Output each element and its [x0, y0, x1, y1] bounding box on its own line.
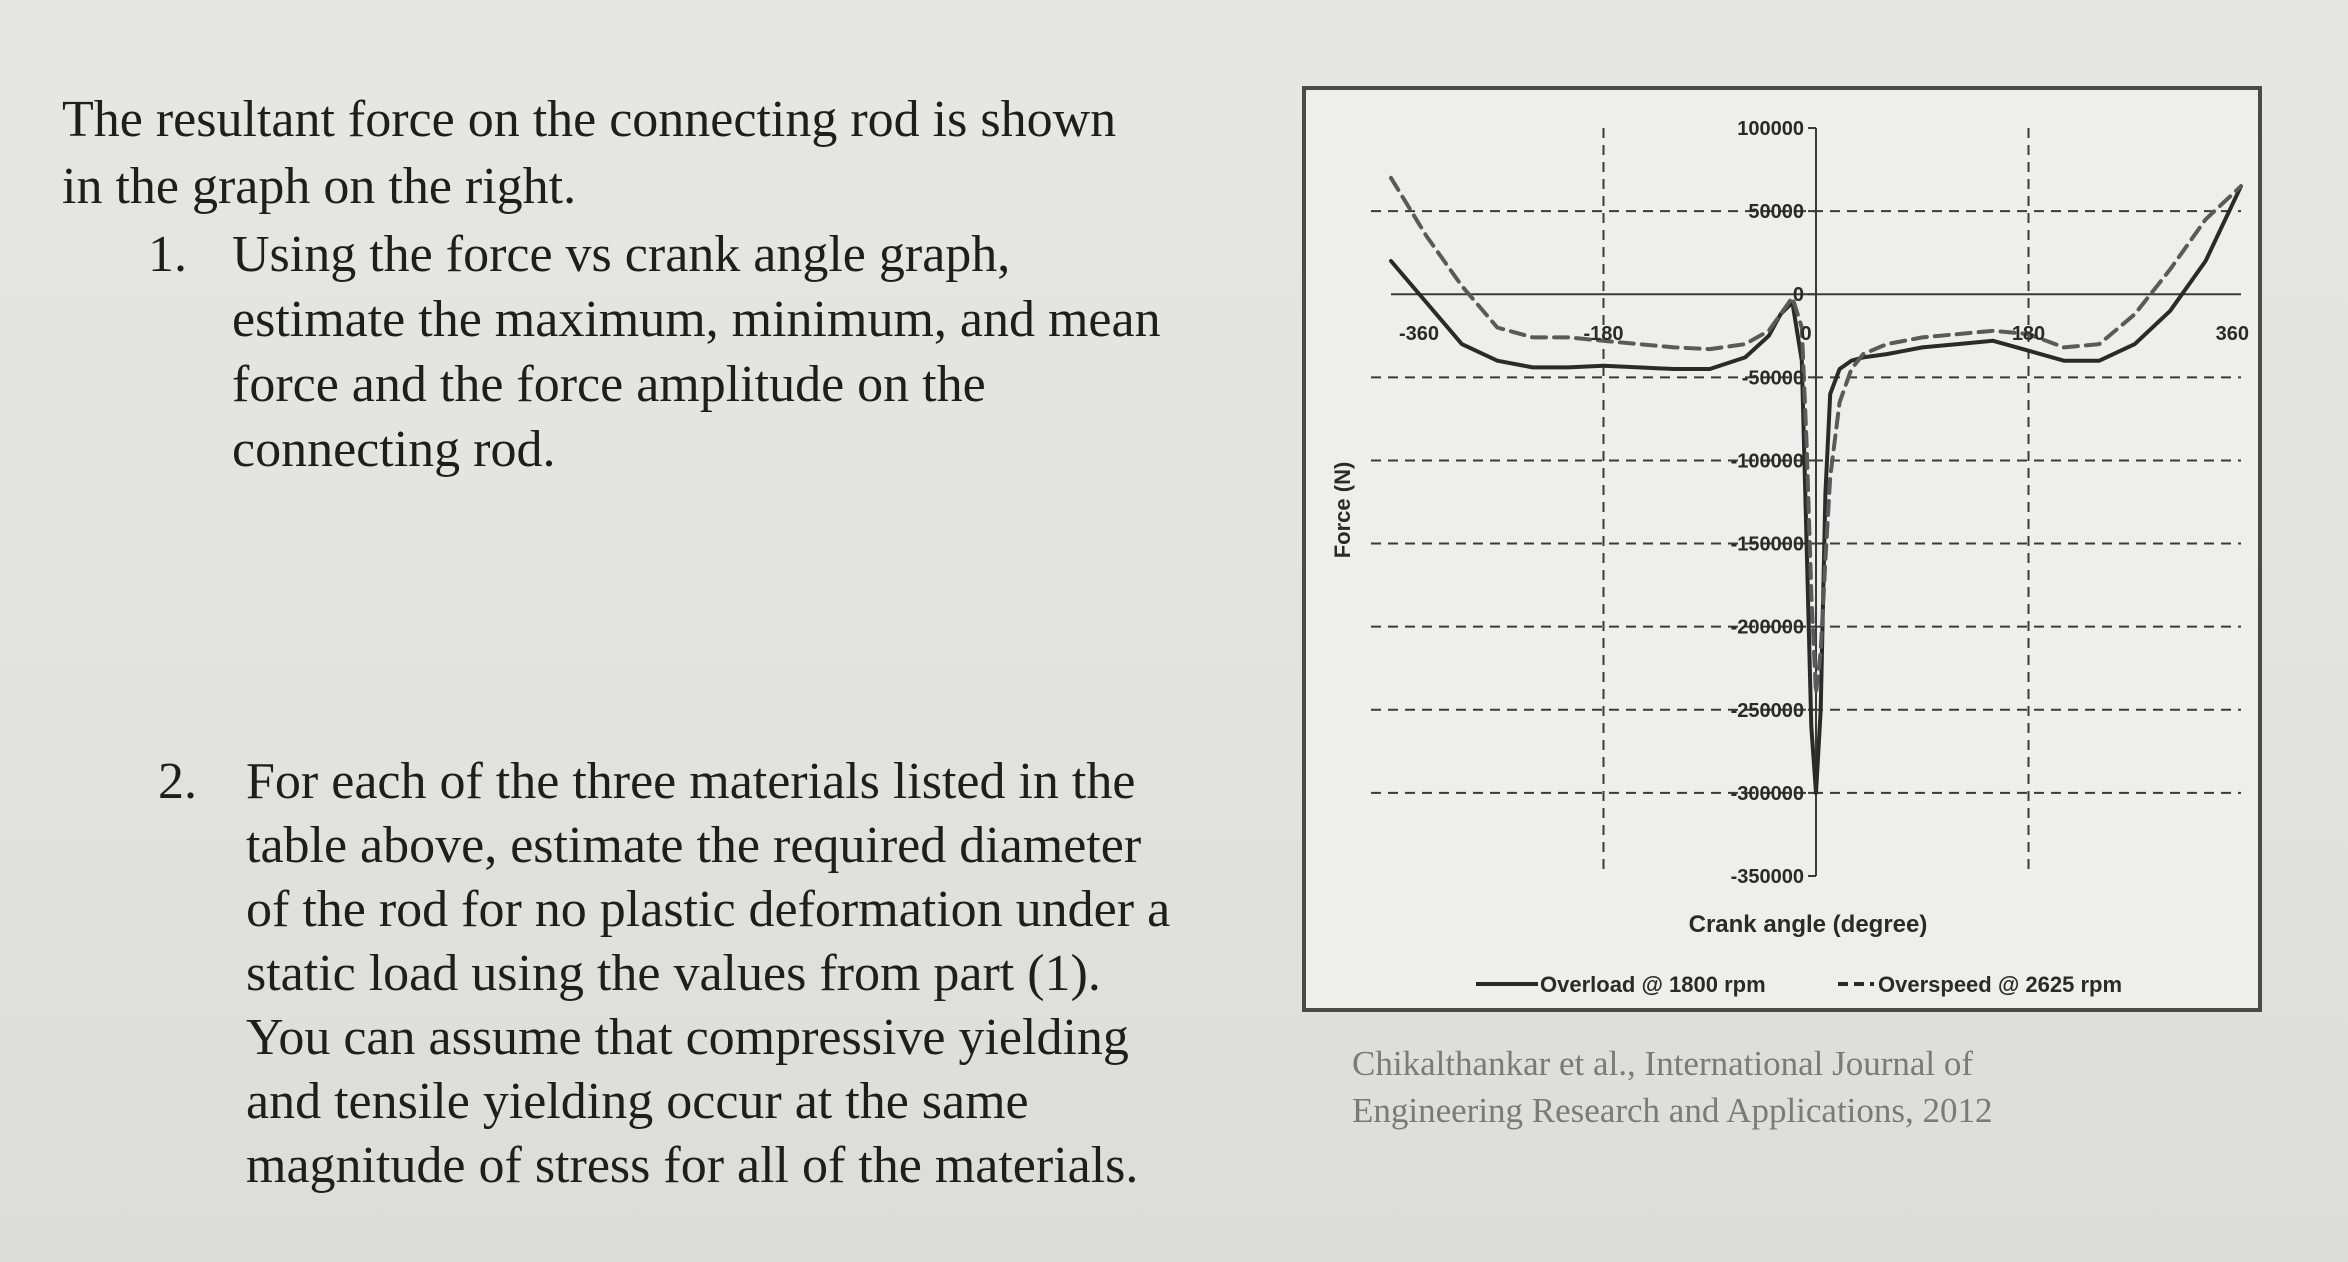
y-tick-label: -150000 [1730, 533, 1804, 556]
citation [1352, 1040, 1993, 1134]
y-tick-label: 0 [1792, 284, 1804, 307]
y-tick-label: -350000 [1730, 866, 1804, 888]
x-tick-label: -360 [1399, 323, 1440, 346]
y-tick-label: -100000 [1730, 450, 1804, 473]
question-2-line: table above, estimate the required diameter [246, 817, 1142, 874]
legend-label-overload: Overload @ 1800 rpm [1540, 972, 1766, 997]
y-tick-label: -200000 [1730, 616, 1804, 639]
y-axis-label: Force (N) [1330, 461, 1355, 559]
citation-line: Engineering Research and Applications, 2012 [1352, 1091, 1993, 1130]
force-chart-svg [1306, 90, 2266, 1016]
question-2-line: of the rod for no plastic deformation under a [246, 881, 1171, 938]
intro-line: The resultant force on the connecting rod is shown [62, 91, 1117, 148]
chart-legend [1476, 972, 2122, 997]
x-tick-label: 180 [2011, 323, 2046, 346]
y-tick-label: 50000 [1748, 201, 1804, 224]
y-tick-label: -300000 [1730, 782, 1804, 805]
question-2-text [246, 750, 1346, 1198]
y-tick-label: -50000 [1741, 367, 1804, 390]
question-2-line: magnitude of stress for all of the materials. [246, 1137, 1139, 1194]
y-tick-label: 100000 [1737, 118, 1804, 140]
x-tick-label: 360 [2215, 323, 2249, 346]
question-1-number: 1. [148, 226, 187, 283]
question-1-line: connecting rod. [232, 421, 556, 478]
question-1-text [232, 222, 1332, 482]
question-2-line: static load using the values from part (1). [246, 945, 1101, 1002]
intro-paragraph [62, 86, 1262, 220]
question-2-line: You can assume that compressive yielding [246, 1009, 1129, 1066]
question-1-line: force and the force amplitude on the [232, 356, 986, 413]
question-2-number: 2. [158, 753, 197, 810]
question-2-line: For each of the three materials listed in the [246, 753, 1136, 810]
legend-label-overspeed: Overspeed @ 2625 rpm [1878, 972, 2123, 997]
x-tick-label: 0 [1800, 323, 1812, 346]
intro-line: in the graph on the right. [62, 158, 577, 215]
question-1-line: Using the force vs crank angle graph, [232, 226, 1011, 283]
question-2-line: and tensile yielding occur at the same [246, 1073, 1029, 1130]
x-axis-label: Crank angle (degree) [1688, 911, 1928, 938]
force-chart [1302, 86, 2262, 1012]
citation-line: Chikalthankar et al., International Journal of [1352, 1044, 1974, 1083]
y-tick-label: -250000 [1730, 699, 1804, 722]
question-1-line: estimate the maximum, minimum, and mean [232, 291, 1161, 348]
x-tick-label: -180 [1583, 323, 1624, 346]
